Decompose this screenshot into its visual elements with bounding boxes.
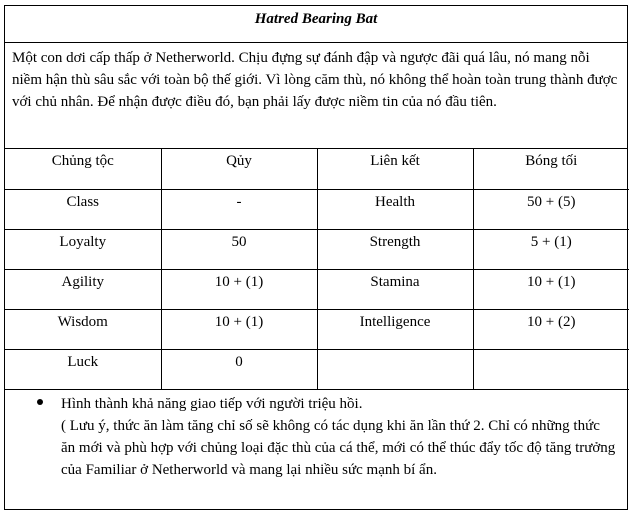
- stat-label-cell: Luck: [5, 349, 161, 389]
- stat-value-cell: 10 + (2): [473, 309, 629, 349]
- table-row: [5, 269, 629, 309]
- table-row: [5, 349, 629, 389]
- stat-label-cell: Class: [5, 189, 161, 229]
- stat-value-cell: 5 + (1): [473, 229, 629, 269]
- stat-label-cell: Liên kết: [317, 149, 473, 189]
- notes-section: [5, 390, 627, 481]
- stat-label-cell: Chủng tộc: [5, 149, 161, 189]
- stat-label-cell: Strength: [317, 229, 473, 269]
- notes-text: [61, 393, 617, 481]
- notes-bullet-text: Hình thành khả năng giao tiếp với người triệu hồi.: [61, 395, 363, 412]
- stat-value-cell: 10 + (1): [161, 309, 317, 349]
- stat-value-cell: 0: [161, 349, 317, 389]
- stat-label-cell: Loyalty: [5, 229, 161, 269]
- stat-value-cell: Qủy: [161, 149, 317, 189]
- stat-value-cell: -: [161, 189, 317, 229]
- stat-label-cell: Health: [317, 189, 473, 229]
- stat-value-cell: 50: [161, 229, 317, 269]
- stat-label-cell: Intelligence: [317, 309, 473, 349]
- stat-value-cell: Bóng tối: [473, 149, 629, 189]
- table-row: [5, 149, 629, 189]
- table-row: [5, 309, 629, 349]
- stat-value-cell: 10 + (1): [473, 269, 629, 309]
- card-description: Một con dơi cấp thấp ở Netherworld. Chịu đựng sự đánh đập và ngược đãi quá lâu, nó mang nỗi niềm hận thù sâu sắc với toàn bộ thế giới. Vì lòng căm thù, nó không thể hoàn toàn trung thành được với chủ nhân. Để nhận được điều đó, bạn phải lấy được niềm tin của nó đầu tiên.: [5, 43, 627, 149]
- stat-label-cell: [317, 349, 473, 389]
- card-title: Hatred Bearing Bat: [5, 6, 627, 43]
- stat-label-cell: Wisdom: [5, 309, 161, 349]
- stat-label-cell: Stamina: [317, 269, 473, 309]
- stat-value-cell: 10 + (1): [161, 269, 317, 309]
- notes-detail-text: ( Lưu ý, thức ăn làm tăng chỉ số sẽ không có tác dụng khi ăn lần thứ 2. Chỉ có những thức ăn mới và phù hợp với chủng loại đặc thù của cá thể, mới có thể thúc đẩy tốc độ tăng trưởng của Familiar ở Netherworld và mang lại nhiều sức mạnh bí ẩn.: [61, 417, 616, 478]
- stats-table: [5, 149, 629, 390]
- stat-label-cell: Agility: [5, 269, 161, 309]
- table-row: [5, 229, 629, 269]
- table-row: [5, 189, 629, 229]
- bullet-icon: [37, 399, 43, 405]
- stat-value-cell: 50 + (5): [473, 189, 629, 229]
- stat-value-cell: [473, 349, 629, 389]
- familiar-info-card: [4, 5, 628, 510]
